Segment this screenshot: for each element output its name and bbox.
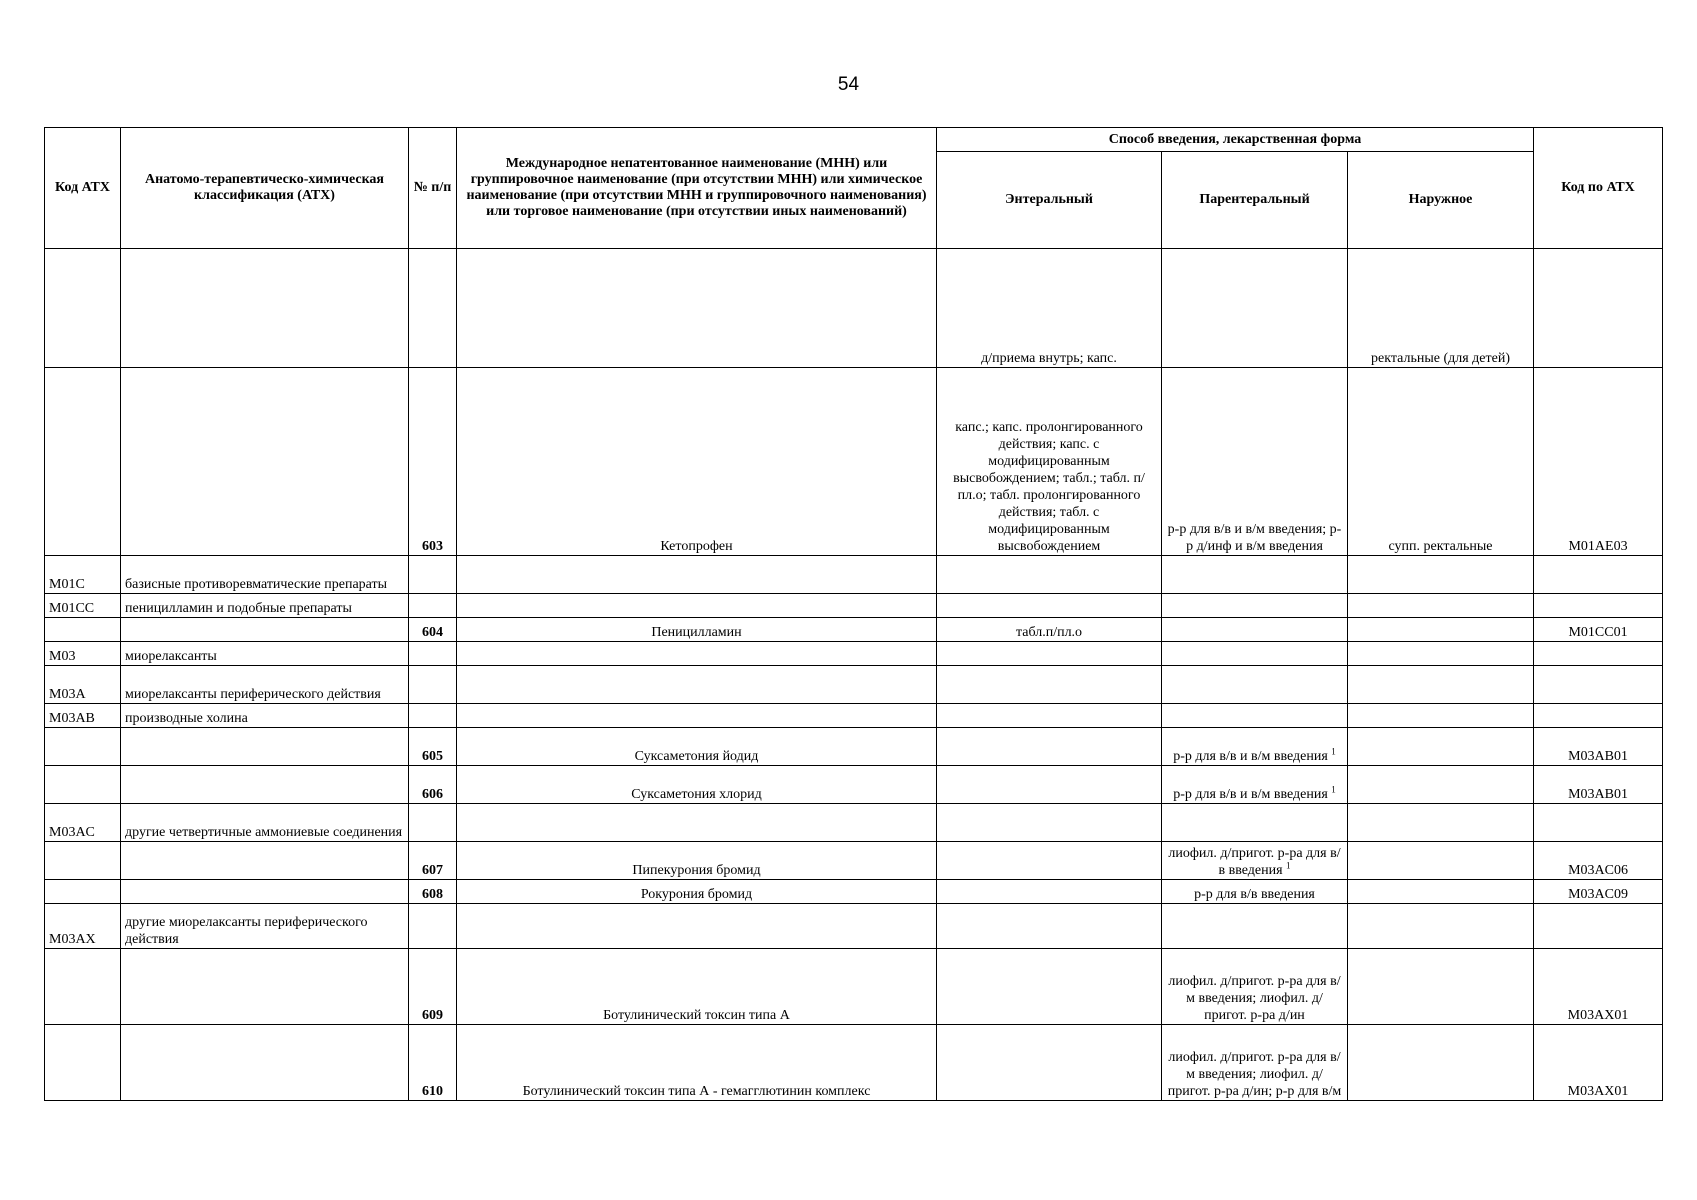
cell-code: M03AB [45, 704, 121, 728]
cell-name: Рокурония бромид [457, 880, 937, 904]
cell-external: супп. ректальные [1348, 368, 1534, 556]
cell-enteral [937, 880, 1162, 904]
cell-parenteral [1162, 704, 1348, 728]
cell-num: 606 [409, 766, 457, 804]
cell-num [409, 556, 457, 594]
cell-code [45, 618, 121, 642]
cell-code [45, 249, 121, 368]
cell-num [409, 642, 457, 666]
cell-parenteral [1162, 618, 1348, 642]
header-route-group: Способ введения, лекарственная форма [937, 128, 1534, 152]
cell-external [1348, 1025, 1534, 1101]
cell-code: M01C [45, 556, 121, 594]
cell-name [457, 704, 937, 728]
cell-num [409, 666, 457, 704]
header-classification: Анатомо-терапевтическо-химическая классификация (АТХ) [121, 128, 409, 249]
cell-code [45, 728, 121, 766]
cell-atx: M03AX01 [1534, 949, 1663, 1025]
cell-atx [1534, 556, 1663, 594]
cell-enteral [937, 642, 1162, 666]
footnote-marker: 1 [1331, 746, 1336, 757]
cell-code [45, 949, 121, 1025]
table-row [45, 704, 1663, 728]
cell-parenteral [1162, 728, 1348, 766]
cell-classification [121, 368, 409, 556]
cell-external [1348, 842, 1534, 880]
cell-num [409, 249, 457, 368]
header-enteral: Энтеральный [937, 152, 1162, 249]
cell-classification [121, 1025, 409, 1101]
cell-code [45, 880, 121, 904]
table-row [45, 368, 1663, 556]
cell-parenteral [1162, 594, 1348, 618]
cell-num: 607 [409, 842, 457, 880]
cell-external [1348, 618, 1534, 642]
parenteral-text: р-р для в/в и в/м введения [1173, 749, 1328, 764]
table-row [45, 618, 1663, 642]
cell-enteral [937, 666, 1162, 704]
cell-parenteral [1162, 804, 1348, 842]
cell-num [409, 804, 457, 842]
table-row [45, 1025, 1663, 1101]
table-row [45, 666, 1663, 704]
cell-num [409, 904, 457, 949]
cell-enteral [937, 728, 1162, 766]
cell-name: Пипекурония бромид [457, 842, 937, 880]
parenteral-text: р-р для в/в и в/м введения [1173, 787, 1328, 802]
cell-parenteral [1162, 642, 1348, 666]
cell-atx [1534, 594, 1663, 618]
atc-table [44, 127, 1663, 1101]
cell-classification [121, 949, 409, 1025]
cell-external [1348, 804, 1534, 842]
cell-parenteral [1162, 249, 1348, 368]
cell-enteral [937, 594, 1162, 618]
header-atx-code: Код по АТХ [1534, 128, 1663, 249]
cell-parenteral [1162, 842, 1348, 880]
cell-name: Суксаметония йодид [457, 728, 937, 766]
cell-name: Пеницилламин [457, 618, 937, 642]
cell-enteral [937, 556, 1162, 594]
cell-atx [1534, 666, 1663, 704]
cell-num: 609 [409, 949, 457, 1025]
table-body [45, 249, 1663, 1101]
cell-atx: M03AC09 [1534, 880, 1663, 904]
cell-parenteral [1162, 766, 1348, 804]
table-row [45, 249, 1663, 368]
cell-code: M03 [45, 642, 121, 666]
table-row [45, 766, 1663, 804]
cell-atx [1534, 804, 1663, 842]
cell-parenteral: р-р для в/в введения [1162, 880, 1348, 904]
cell-parenteral: лиофил. д/пригот. р-ра для в/м введения; лиофил. д/пригот. р-ра д/ин [1162, 949, 1348, 1025]
cell-enteral: д/приема внутрь; капс. [937, 249, 1162, 368]
cell-enteral [937, 766, 1162, 804]
cell-atx [1534, 249, 1663, 368]
cell-code: M03A [45, 666, 121, 704]
page-number: 54 [837, 74, 860, 95]
cell-external [1348, 904, 1534, 949]
cell-code: M01CC [45, 594, 121, 618]
cell-external [1348, 594, 1534, 618]
table-row [45, 728, 1663, 766]
cell-classification: другие миорелаксанты периферического действия [121, 904, 409, 949]
cell-name: Ботулинический токсин типа А [457, 949, 937, 1025]
table-row [45, 642, 1663, 666]
cell-classification: производные холина [121, 704, 409, 728]
cell-atx [1534, 704, 1663, 728]
cell-name [457, 594, 937, 618]
cell-enteral: табл.п/пл.о [937, 618, 1162, 642]
cell-name [457, 904, 937, 949]
cell-classification [121, 728, 409, 766]
cell-atx: M03AC06 [1534, 842, 1663, 880]
cell-classification [121, 880, 409, 904]
cell-name [457, 556, 937, 594]
cell-enteral [937, 842, 1162, 880]
cell-parenteral: р-р для в/в и в/м введения; р-р д/инф и в/м введения [1162, 368, 1348, 556]
cell-atx: M01AE03 [1534, 368, 1663, 556]
cell-name: Кетопрофен [457, 368, 937, 556]
table-row [45, 556, 1663, 594]
cell-parenteral [1162, 904, 1348, 949]
cell-parenteral [1162, 556, 1348, 594]
cell-classification [121, 249, 409, 368]
cell-num: 608 [409, 880, 457, 904]
cell-parenteral: лиофил. д/пригот. р-ра для в/м введения; лиофил. д/пригот. р-ра д/ин; р-р для в/м [1162, 1025, 1348, 1101]
table-row [45, 594, 1663, 618]
cell-classification [121, 842, 409, 880]
cell-external [1348, 666, 1534, 704]
cell-enteral [937, 804, 1162, 842]
cell-classification: пеницилламин и подобные препараты [121, 594, 409, 618]
header-name: Международное непатентованное наименование (МНН) или группировочное наименование (при отсутствии МНН) или химическое наименование (при отсутствии МНН и группировочного наименования) или торговое наименование (при отсутствии иных наименований) [457, 128, 937, 249]
cell-enteral: капс.; капс. пролонгированного действия; капс. с модифицированным высвобождением; табл.; табл. п/пл.о; табл. пролонгированного действия; табл. с модифицированным высвобождением [937, 368, 1162, 556]
cell-code [45, 368, 121, 556]
cell-num [409, 704, 457, 728]
cell-classification [121, 618, 409, 642]
cell-classification: миорелаксанты периферического действия [121, 666, 409, 704]
cell-external: ректальные (для детей) [1348, 249, 1534, 368]
cell-external [1348, 642, 1534, 666]
cell-atx [1534, 904, 1663, 949]
parenteral-text: лиофил. д/пригот. р-ра для в/в введения [1168, 846, 1341, 878]
footnote-marker: 1 [1331, 784, 1336, 795]
header-num: № п/п [409, 128, 457, 249]
cell-enteral [937, 704, 1162, 728]
cell-atx: M03AX01 [1534, 1025, 1663, 1101]
cell-name: Суксаметония хлорид [457, 766, 937, 804]
cell-code: M03AX [45, 904, 121, 949]
table-row [45, 949, 1663, 1025]
cell-name [457, 642, 937, 666]
cell-classification [121, 766, 409, 804]
cell-num [409, 594, 457, 618]
table-row [45, 804, 1663, 842]
cell-external [1348, 728, 1534, 766]
cell-code [45, 842, 121, 880]
cell-external [1348, 949, 1534, 1025]
cell-code: M03AC [45, 804, 121, 842]
cell-external [1348, 766, 1534, 804]
cell-name: Ботулинический токсин типа А - гемагглютинин комплекс [457, 1025, 937, 1101]
cell-name [457, 249, 937, 368]
cell-classification: миорелаксанты [121, 642, 409, 666]
cell-code [45, 1025, 121, 1101]
header-parenteral: Парентеральный [1162, 152, 1348, 249]
cell-num: 603 [409, 368, 457, 556]
table-row [45, 880, 1663, 904]
cell-external [1348, 704, 1534, 728]
header-code: Код АТХ [45, 128, 121, 249]
cell-enteral [937, 1025, 1162, 1101]
cell-enteral [937, 949, 1162, 1025]
cell-parenteral [1162, 666, 1348, 704]
cell-name [457, 666, 937, 704]
cell-code [45, 766, 121, 804]
header-external: Наружное [1348, 152, 1534, 249]
cell-num: 605 [409, 728, 457, 766]
table-row [45, 842, 1663, 880]
cell-classification: базисные противоревматические препараты [121, 556, 409, 594]
table-row [45, 904, 1663, 949]
cell-name [457, 804, 937, 842]
cell-atx: M01CC01 [1534, 618, 1663, 642]
cell-num: 610 [409, 1025, 457, 1101]
cell-atx: M03AB01 [1534, 728, 1663, 766]
cell-atx: M03AB01 [1534, 766, 1663, 804]
cell-classification: другие четвертичные аммониевые соединения [121, 804, 409, 842]
cell-external [1348, 556, 1534, 594]
cell-external [1348, 880, 1534, 904]
footnote-marker: 1 [1286, 860, 1291, 871]
cell-atx [1534, 642, 1663, 666]
cell-num: 604 [409, 618, 457, 642]
cell-enteral [937, 904, 1162, 949]
